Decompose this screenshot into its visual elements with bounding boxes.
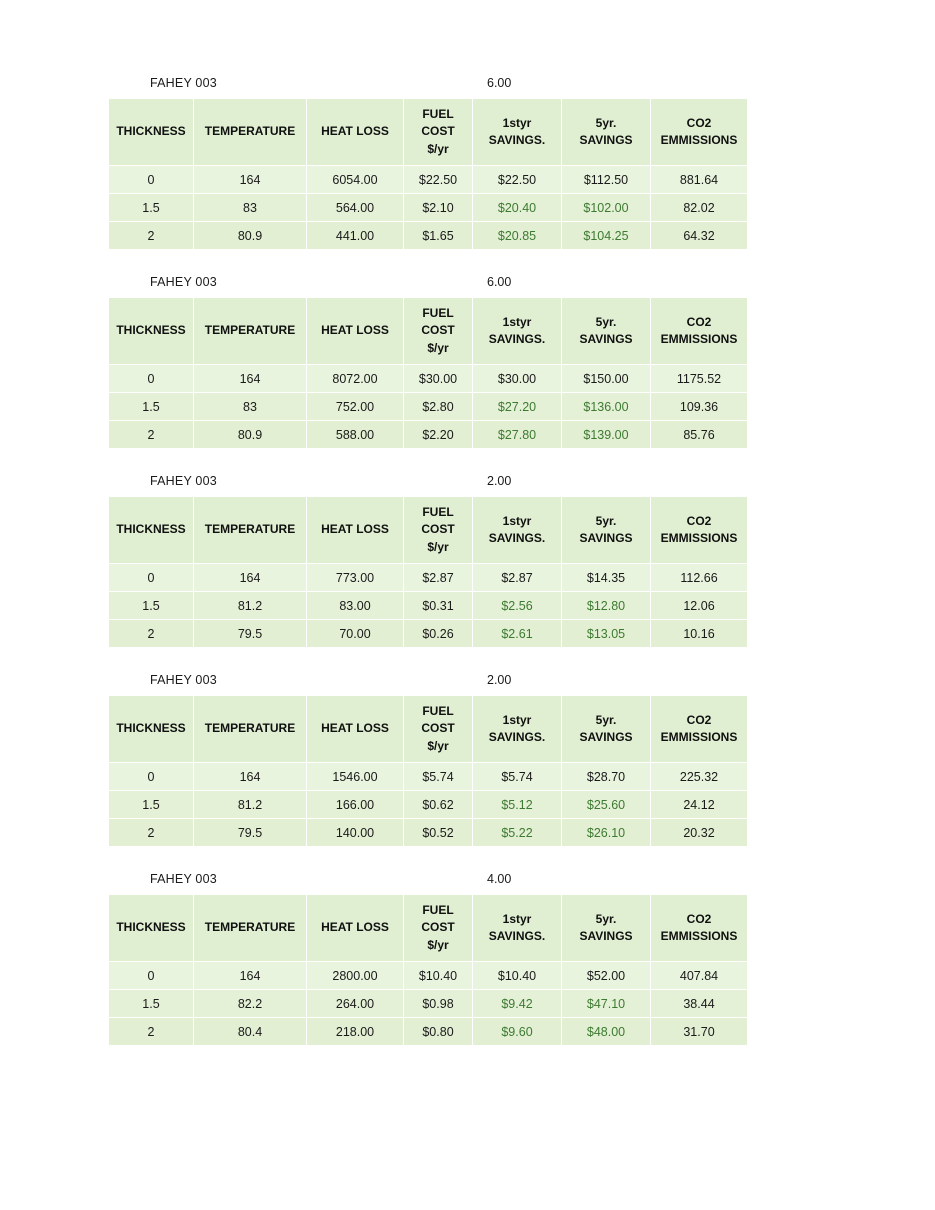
cell-savings-1yr: $2.87: [473, 564, 562, 592]
column-header-savings-5yr: [562, 895, 651, 962]
data-table: [108, 894, 748, 1046]
cell-thickness: 1.5: [109, 194, 194, 222]
cell-fuel-cost: $0.31: [404, 592, 473, 620]
cell-thickness: 2: [109, 222, 194, 250]
table-row: [109, 592, 748, 620]
cell-fuel-cost: $2.20: [404, 421, 473, 449]
fuel-cost-line-3: $/yr: [427, 738, 449, 753]
cell-savings-1yr: $5.22: [473, 819, 562, 847]
table-row: [109, 421, 748, 449]
cell-heat-loss: 70.00: [307, 620, 404, 648]
savings-1yr-line-1: 1styr: [502, 115, 532, 130]
column-header-heat-loss: HEAT LOSS: [307, 895, 404, 962]
cell-savings-5yr: $47.10: [562, 990, 651, 1018]
cell-savings-5yr: $104.25: [562, 222, 651, 250]
co2-line-2: EMMISSIONS: [660, 332, 738, 346]
column-header-temperature: TEMPERATURE: [194, 696, 307, 763]
cell-fuel-cost: $0.98: [404, 990, 473, 1018]
table-body: [109, 962, 748, 1046]
table-block: [0, 76, 935, 250]
savings-1yr-line-1: 1styr: [502, 314, 532, 329]
table-row: [109, 819, 748, 847]
cell-thickness: 2: [109, 620, 194, 648]
savings-5yr-line-1: 5yr.: [595, 712, 617, 727]
cell-co2: 85.76: [651, 421, 748, 449]
data-table: [108, 98, 748, 250]
cell-savings-1yr: $10.40: [473, 962, 562, 990]
column-header-savings-1yr: [473, 895, 562, 962]
column-header-fuel-cost: [404, 497, 473, 564]
cell-temperature: 81.2: [194, 592, 307, 620]
cell-thickness: 1.5: [109, 990, 194, 1018]
column-header-thickness: THICKNESS: [109, 99, 194, 166]
cell-fuel-cost: $0.62: [404, 791, 473, 819]
cell-co2: 112.66: [651, 564, 748, 592]
co2-line-1: CO2: [686, 513, 712, 528]
column-header-savings-5yr: [562, 497, 651, 564]
cell-heat-loss: 588.00: [307, 421, 404, 449]
fuel-cost-line-1: FUEL: [422, 703, 454, 718]
table-row: [109, 222, 748, 250]
cell-temperature: 164: [194, 166, 307, 194]
column-header-temperature: TEMPERATURE: [194, 99, 307, 166]
co2-line-1: CO2: [686, 911, 712, 926]
block-spacer: [0, 847, 935, 872]
column-header-thickness: THICKNESS: [109, 696, 194, 763]
table-factor-value: 2.00: [487, 673, 512, 687]
savings-5yr-line-1: 5yr.: [595, 314, 617, 329]
cell-heat-loss: 1546.00: [307, 763, 404, 791]
cell-savings-5yr: $25.60: [562, 791, 651, 819]
cell-temperature: 83: [194, 194, 307, 222]
cell-savings-1yr: $2.56: [473, 592, 562, 620]
column-header-temperature: TEMPERATURE: [194, 895, 307, 962]
cell-savings-5yr: $112.50: [562, 166, 651, 194]
table-row: [109, 990, 748, 1018]
savings-5yr-line-2: SAVINGS: [579, 929, 633, 943]
cell-co2: 10.16: [651, 620, 748, 648]
column-header-heat-loss: HEAT LOSS: [307, 99, 404, 166]
co2-line-2: EMMISSIONS: [660, 133, 738, 147]
co2-line-1: CO2: [686, 712, 712, 727]
cell-co2: 38.44: [651, 990, 748, 1018]
co2-line-1: CO2: [686, 314, 712, 329]
cell-temperature: 164: [194, 564, 307, 592]
cell-temperature: 164: [194, 962, 307, 990]
block-spacer: [0, 648, 935, 673]
cell-co2: 407.84: [651, 962, 748, 990]
table-body: [109, 564, 748, 648]
table-factor-value: 6.00: [487, 275, 512, 289]
fuel-cost-line-1: FUEL: [422, 504, 454, 519]
data-table: [108, 496, 748, 648]
fuel-cost-line-3: $/yr: [427, 937, 449, 952]
table-header: [109, 298, 748, 365]
column-header-savings-5yr: [562, 696, 651, 763]
fuel-cost-line-2: COST: [421, 124, 455, 139]
table-factor-value: 4.00: [487, 872, 512, 886]
savings-5yr-line-2: SAVINGS: [579, 332, 633, 346]
cell-thickness: 0: [109, 564, 194, 592]
table-head: [109, 298, 748, 365]
column-header-co2: [651, 99, 748, 166]
table-header: [109, 497, 748, 564]
table-block: [0, 275, 935, 449]
cell-heat-loss: 83.00: [307, 592, 404, 620]
data-table: [108, 695, 748, 847]
cell-heat-loss: 166.00: [307, 791, 404, 819]
column-header-co2: [651, 298, 748, 365]
table-title: FAHEY 003: [150, 474, 217, 488]
table-head: [109, 497, 748, 564]
cell-savings-5yr: $150.00: [562, 365, 651, 393]
cell-savings-1yr: $30.00: [473, 365, 562, 393]
column-header-savings-1yr: [473, 99, 562, 166]
cell-fuel-cost: $2.87: [404, 564, 473, 592]
cell-co2: 225.32: [651, 763, 748, 791]
savings-5yr-line-2: SAVINGS: [579, 531, 633, 545]
cell-co2: 1175.52: [651, 365, 748, 393]
table-header: [109, 696, 748, 763]
table-row: [109, 620, 748, 648]
cell-savings-1yr: $5.12: [473, 791, 562, 819]
cell-savings-5yr: $102.00: [562, 194, 651, 222]
cell-thickness: 1.5: [109, 791, 194, 819]
table-title: FAHEY 003: [150, 76, 217, 90]
cell-heat-loss: 773.00: [307, 564, 404, 592]
table-row: [109, 393, 748, 421]
co2-line-1: CO2: [686, 115, 712, 130]
table-title: FAHEY 003: [150, 275, 217, 289]
cell-savings-1yr: $9.60: [473, 1018, 562, 1046]
cell-heat-loss: 6054.00: [307, 166, 404, 194]
column-header-savings-5yr: [562, 99, 651, 166]
cell-heat-loss: 2800.00: [307, 962, 404, 990]
table-header: [109, 99, 748, 166]
cell-savings-5yr: $26.10: [562, 819, 651, 847]
cell-thickness: 2: [109, 421, 194, 449]
column-header-savings-5yr: [562, 298, 651, 365]
co2-line-2: EMMISSIONS: [660, 730, 738, 744]
cell-fuel-cost: $2.80: [404, 393, 473, 421]
table-body: [109, 365, 748, 449]
fuel-cost-line-2: COST: [421, 721, 455, 736]
cell-savings-1yr: $9.42: [473, 990, 562, 1018]
cell-fuel-cost: $30.00: [404, 365, 473, 393]
cell-fuel-cost: $2.10: [404, 194, 473, 222]
fuel-cost-line-1: FUEL: [422, 106, 454, 121]
cell-temperature: 82.2: [194, 990, 307, 1018]
cell-temperature: 80.4: [194, 1018, 307, 1046]
column-header-thickness: THICKNESS: [109, 298, 194, 365]
table-row: [109, 564, 748, 592]
savings-1yr-line-2: SAVINGS.: [488, 730, 546, 744]
table-title: FAHEY 003: [150, 673, 217, 687]
table-body: [109, 166, 748, 250]
cell-thickness: 2: [109, 819, 194, 847]
cell-fuel-cost: $0.26: [404, 620, 473, 648]
co2-line-2: EMMISSIONS: [660, 929, 738, 943]
cell-temperature: 79.5: [194, 819, 307, 847]
cell-co2: 31.70: [651, 1018, 748, 1046]
column-header-thickness: THICKNESS: [109, 895, 194, 962]
cell-co2: 109.36: [651, 393, 748, 421]
column-header-fuel-cost: [404, 895, 473, 962]
cell-savings-5yr: $139.00: [562, 421, 651, 449]
column-header-co2: [651, 497, 748, 564]
savings-5yr-line-2: SAVINGS: [579, 730, 633, 744]
cell-fuel-cost: $5.74: [404, 763, 473, 791]
cell-fuel-cost: $0.80: [404, 1018, 473, 1046]
column-header-temperature: TEMPERATURE: [194, 497, 307, 564]
cell-temperature: 164: [194, 763, 307, 791]
column-header-thickness: THICKNESS: [109, 497, 194, 564]
table-row: [109, 194, 748, 222]
fuel-cost-line-3: $/yr: [427, 141, 449, 156]
cell-savings-5yr: $12.80: [562, 592, 651, 620]
column-header-co2: [651, 696, 748, 763]
cell-thickness: 1.5: [109, 592, 194, 620]
column-header-fuel-cost: [404, 298, 473, 365]
fuel-cost-line-2: COST: [421, 323, 455, 338]
savings-1yr-line-1: 1styr: [502, 712, 532, 727]
cell-savings-5yr: $14.35: [562, 564, 651, 592]
cell-temperature: 83: [194, 393, 307, 421]
cell-savings-1yr: $27.20: [473, 393, 562, 421]
savings-1yr-line-2: SAVINGS.: [488, 531, 546, 545]
cell-thickness: 0: [109, 962, 194, 990]
cell-savings-5yr: $52.00: [562, 962, 651, 990]
cell-heat-loss: 752.00: [307, 393, 404, 421]
cell-savings-5yr: $136.00: [562, 393, 651, 421]
cell-co2: 64.32: [651, 222, 748, 250]
cell-savings-1yr: $20.85: [473, 222, 562, 250]
table-header-row: [0, 673, 935, 695]
savings-5yr-line-1: 5yr.: [595, 911, 617, 926]
cell-thickness: 0: [109, 763, 194, 791]
cell-fuel-cost: $22.50: [404, 166, 473, 194]
table-row: [109, 962, 748, 990]
cell-co2: 82.02: [651, 194, 748, 222]
savings-5yr-line-2: SAVINGS: [579, 133, 633, 147]
table-row: [109, 763, 748, 791]
column-header-heat-loss: HEAT LOSS: [307, 497, 404, 564]
fuel-cost-line-2: COST: [421, 522, 455, 537]
cell-temperature: 80.9: [194, 222, 307, 250]
table-head: [109, 696, 748, 763]
table-header-row: [0, 275, 935, 297]
fuel-cost-line-1: FUEL: [422, 305, 454, 320]
cell-thickness: 0: [109, 166, 194, 194]
fuel-cost-line-3: $/yr: [427, 539, 449, 554]
cell-savings-5yr: $48.00: [562, 1018, 651, 1046]
cell-fuel-cost: $1.65: [404, 222, 473, 250]
cell-fuel-cost: $10.40: [404, 962, 473, 990]
cell-heat-loss: 8072.00: [307, 365, 404, 393]
cell-heat-loss: 140.00: [307, 819, 404, 847]
cell-temperature: 79.5: [194, 620, 307, 648]
fuel-cost-line-2: COST: [421, 920, 455, 935]
cell-savings-1yr: $20.40: [473, 194, 562, 222]
savings-1yr-line-2: SAVINGS.: [488, 929, 546, 943]
table-header-row: [0, 872, 935, 894]
savings-1yr-line-2: SAVINGS.: [488, 332, 546, 346]
cell-savings-1yr: $5.74: [473, 763, 562, 791]
savings-1yr-line-2: SAVINGS.: [488, 133, 546, 147]
table-factor-value: 2.00: [487, 474, 512, 488]
cell-fuel-cost: $0.52: [404, 819, 473, 847]
table-header-row: [0, 474, 935, 496]
cell-co2: 20.32: [651, 819, 748, 847]
cell-temperature: 81.2: [194, 791, 307, 819]
table-body: [109, 763, 748, 847]
savings-1yr-line-1: 1styr: [502, 513, 532, 528]
block-spacer: [0, 250, 935, 275]
table-header: [109, 895, 748, 962]
column-header-temperature: TEMPERATURE: [194, 298, 307, 365]
table-factor-value: 6.00: [487, 76, 512, 90]
column-header-fuel-cost: [404, 99, 473, 166]
cell-savings-1yr: $27.80: [473, 421, 562, 449]
cell-thickness: 2: [109, 1018, 194, 1046]
table-title: FAHEY 003: [150, 872, 217, 886]
table-row: [109, 365, 748, 393]
cell-temperature: 164: [194, 365, 307, 393]
savings-1yr-line-1: 1styr: [502, 911, 532, 926]
table-row: [109, 166, 748, 194]
savings-5yr-line-1: 5yr.: [595, 115, 617, 130]
table-head: [109, 99, 748, 166]
table-head: [109, 895, 748, 962]
cell-co2: 881.64: [651, 166, 748, 194]
cell-savings-5yr: $13.05: [562, 620, 651, 648]
cell-thickness: 0: [109, 365, 194, 393]
cell-thickness: 1.5: [109, 393, 194, 421]
column-header-co2: [651, 895, 748, 962]
savings-5yr-line-1: 5yr.: [595, 513, 617, 528]
cell-temperature: 80.9: [194, 421, 307, 449]
column-header-heat-loss: HEAT LOSS: [307, 298, 404, 365]
table-header-row: [0, 76, 935, 98]
fuel-cost-line-1: FUEL: [422, 902, 454, 917]
column-header-heat-loss: HEAT LOSS: [307, 696, 404, 763]
cell-co2: 12.06: [651, 592, 748, 620]
cell-savings-5yr: $28.70: [562, 763, 651, 791]
table-row: [109, 791, 748, 819]
data-table: [108, 297, 748, 449]
cell-heat-loss: 264.00: [307, 990, 404, 1018]
cell-heat-loss: 218.00: [307, 1018, 404, 1046]
column-header-savings-1yr: [473, 497, 562, 564]
column-header-fuel-cost: [404, 696, 473, 763]
cell-heat-loss: 564.00: [307, 194, 404, 222]
cell-co2: 24.12: [651, 791, 748, 819]
fuel-cost-line-3: $/yr: [427, 340, 449, 355]
cell-savings-1yr: $2.61: [473, 620, 562, 648]
column-header-savings-1yr: [473, 298, 562, 365]
cell-savings-1yr: $22.50: [473, 166, 562, 194]
page-bottom-margin: [0, 1046, 935, 1086]
table-block: [0, 872, 935, 1046]
co2-line-2: EMMISSIONS: [660, 531, 738, 545]
table-block: [0, 673, 935, 847]
page-top-margin: [0, 0, 935, 76]
cell-heat-loss: 441.00: [307, 222, 404, 250]
column-header-savings-1yr: [473, 696, 562, 763]
table-row: [109, 1018, 748, 1046]
block-spacer: [0, 449, 935, 474]
table-block: [0, 474, 935, 648]
